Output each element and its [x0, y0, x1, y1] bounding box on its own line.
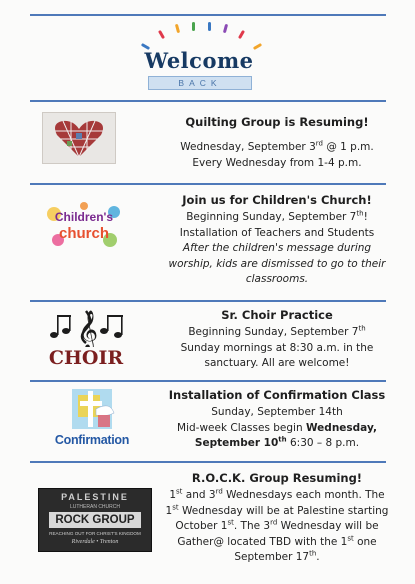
- top-divider: [30, 14, 386, 16]
- section-divider: [30, 183, 386, 185]
- rock-text-fragment: Wednesdays each month. The 1: [165, 489, 385, 517]
- childrens-line-2: Installation of Teachers and Students: [179, 226, 375, 239]
- rock-group-text: [162, 470, 392, 566]
- ordinal-suffix: th: [309, 549, 317, 558]
- rock-group-heading: R.O.C.K. Group Resuming!: [191, 471, 363, 485]
- rock-text-fragment: 1: [169, 489, 177, 501]
- banner-ray: [158, 30, 165, 39]
- section-childrens-church: [30, 186, 386, 296]
- rock-logo-main: ROCK GROUP: [49, 512, 141, 528]
- section-quilting: [30, 104, 386, 180]
- section-divider: [30, 461, 386, 463]
- rock-text-fragment: Wednesday will be Gather@ located TBD with the 1: [177, 520, 379, 548]
- section-divider: [30, 100, 386, 102]
- banner-ribbon: [148, 76, 252, 90]
- svg-text:𝄞: 𝄞: [78, 310, 99, 347]
- section-rock-group: [30, 464, 389, 582]
- banner-ray: [192, 22, 195, 31]
- confirmation-logo-word: Confirmation: [54, 433, 130, 447]
- rock-group-body: [162, 488, 392, 566]
- rock-group-logo: [38, 488, 152, 552]
- banner-ray: [223, 24, 228, 33]
- confirmation-logo: [52, 387, 132, 453]
- rock-text-fragment: . The 3: [233, 520, 271, 532]
- childrens-church-heading: Join us for Children's Church!: [182, 193, 372, 207]
- rock-text-fragment: one September 17: [234, 535, 377, 563]
- quilting-text: [162, 114, 392, 171]
- confirmation-line-1: Sunday, September 14th: [211, 406, 343, 418]
- ordinal-suffix: st: [176, 487, 183, 496]
- choir-line-2: Sunday mornings at 8:30 a.m. in the sanctuary. All are welcome!: [180, 341, 374, 369]
- ordinal-suffix: st: [347, 534, 354, 542]
- banner-ray: [208, 22, 211, 31]
- welcome-banner: [124, 20, 274, 92]
- section-confirmation: [30, 383, 386, 459]
- rock-text-fragment: Wednesday will be at Palestine starting October 1: [175, 504, 389, 532]
- banner-title: Welcome: [144, 48, 254, 73]
- confirmation-heading: Installation of Confirmation Class: [168, 388, 386, 402]
- confirmation-line-3: September 10th 6:30 – 8 p.m.: [194, 435, 360, 449]
- banner-ray: [175, 24, 180, 33]
- choir-heading: Sr. Choir Practice: [221, 308, 333, 322]
- rock-logo-title: PALESTINE: [61, 492, 129, 502]
- ordinal-suffix: st: [227, 518, 234, 527]
- music-notes-icon: [42, 307, 130, 347]
- choir-logo-word: CHOIR: [48, 347, 124, 369]
- choir-text: [162, 307, 392, 372]
- childrens-logo-word-1: Children's: [54, 210, 114, 224]
- childrens-logo-word-2: church: [58, 225, 109, 242]
- dove-cross-icon: [52, 387, 132, 433]
- section-divider: [30, 300, 386, 302]
- childrens-line-3: After the children's message during worship, kids are dismissed to go to their classrooms.: [168, 242, 386, 285]
- ordinal-suffix: rd: [270, 518, 278, 527]
- ordinal-suffix: st: [172, 503, 179, 511]
- quilting-line-2: Every Wednesday from 1-4 p.m.: [192, 156, 362, 169]
- childrens-church-logo: [44, 200, 124, 250]
- rock-text-fragment: and 3: [182, 489, 216, 501]
- quilt-heart-image: [42, 112, 116, 164]
- ordinal-suffix: rd: [215, 487, 223, 496]
- rock-logo-subtitle: LUTHERAN CHURCH: [69, 504, 120, 510]
- confirmation-text: [162, 387, 392, 452]
- choir-logo: [42, 307, 130, 371]
- banner-ray: [238, 30, 245, 39]
- section-divider: [30, 380, 386, 382]
- banner-ribbon-text: BACK: [178, 78, 222, 88]
- rock-logo-foot: Riverdale • Trenton: [71, 539, 119, 545]
- rock-logo-tagline: REACHING OUT FOR CHRIST'S KINGDOM: [49, 531, 141, 536]
- quilting-line-1: Wednesday, September 3rd @ 1 p.m.: [180, 139, 374, 153]
- choir-line-1: Beginning Sunday, September 7th: [188, 324, 366, 338]
- confirmation-line-2: Mid-week Classes begin Wednesday,: [177, 421, 377, 434]
- rock-text-fragment: .: [316, 551, 320, 563]
- childrens-church-text: [162, 192, 392, 288]
- section-choir: [30, 303, 386, 377]
- childrens-line-1: Beginning Sunday, September 7th!: [186, 209, 368, 223]
- quilt-heart-icon: [43, 113, 115, 163]
- quilting-heading: Quilting Group is Resuming!: [185, 115, 369, 129]
